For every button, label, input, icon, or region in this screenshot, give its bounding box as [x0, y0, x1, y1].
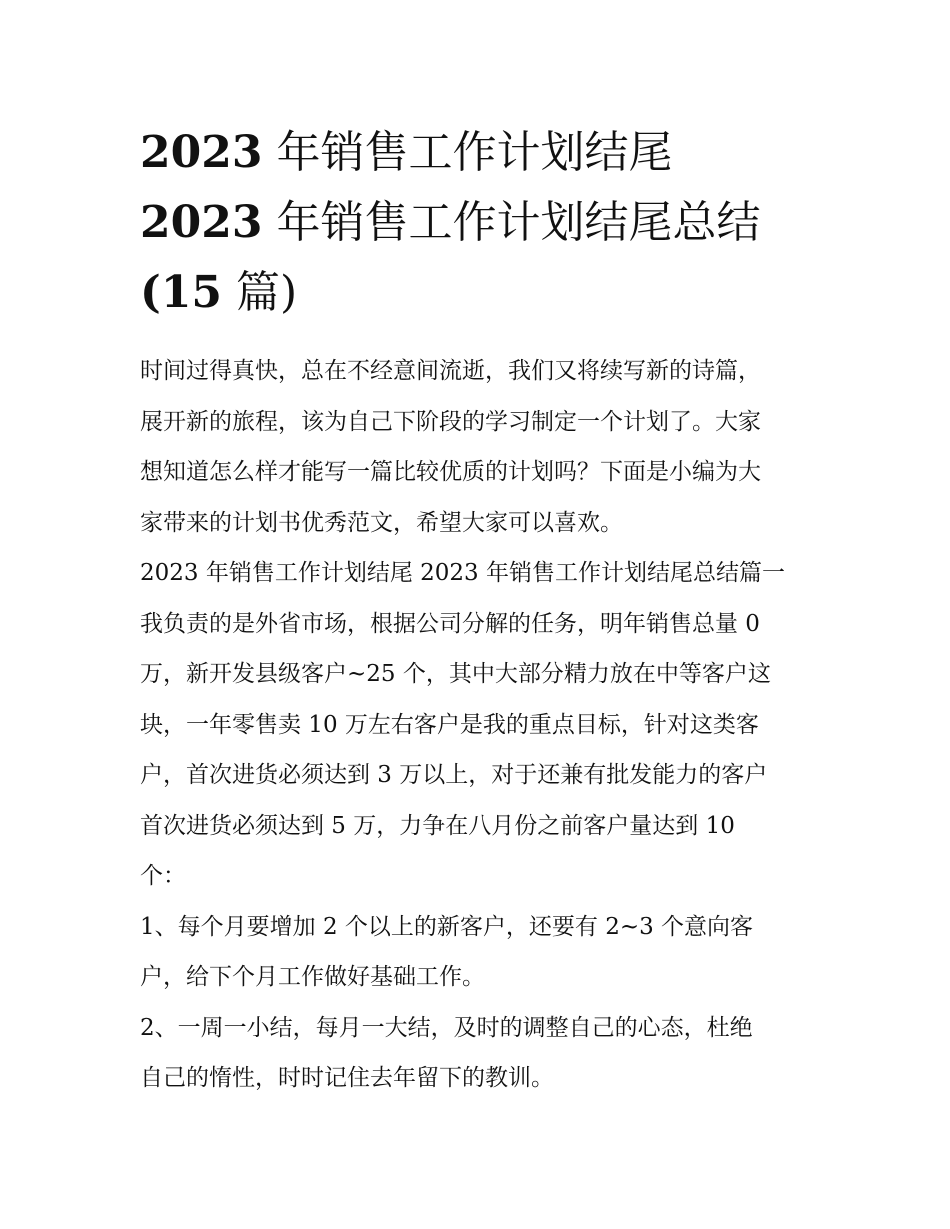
- text-line: 2、一周一小结，每月一大结，及时的调整自己的心态，杜绝: [140, 1014, 753, 1041]
- text-line: 户，给下个月工作做好基础工作。: [140, 964, 485, 990]
- title-line-3: (15 篇): [140, 267, 298, 318]
- text-line: 展开新的旅程，该为自己下阶段的学习制定一个计划了。大家: [140, 408, 761, 435]
- text-line: 家带来的计划书优秀范文，希望大家可以喜欢。: [140, 509, 623, 536]
- title-line-2: 2023 年销售工作计划结尾总结: [140, 197, 761, 248]
- text-line: 个：: [140, 863, 186, 889]
- document-page: [140, 118, 820, 1104]
- text-line: 万，新开发县级客户~25 个，其中大部分精力放在中等客户这: [140, 661, 771, 687]
- text-line: 时间过得真快，总在不经意间流逝，我们又将续写新的诗篇，: [140, 358, 761, 384]
- document-title: [140, 118, 820, 328]
- text-line: 块，一年零售卖 10 万左右客户是我的重点目标，针对这类客: [140, 711, 759, 738]
- market-paragraph: [140, 599, 820, 902]
- list-item-2: [140, 1003, 820, 1104]
- text-line: 2023 年销售工作计划结尾 2023 年销售工作计划结尾总结篇一: [140, 560, 785, 586]
- text-line: 我负责的是外省市场，根据公司分解的任务，明年销售总量 0: [140, 610, 760, 637]
- list-item-1: [140, 902, 820, 1003]
- title-line-1: 2023 年销售工作计划结尾: [140, 127, 673, 178]
- intro-paragraph: [140, 346, 820, 548]
- text-line: 想知道怎么样才能写一篇比较优质的计划吗？下面是小编为大: [140, 459, 761, 485]
- text-line: 户，首次进货必须达到 3 万以上，对于还兼有批发能力的客户: [140, 762, 768, 788]
- text-line: 自己的惰性，时时记住去年留下的教训。: [140, 1065, 554, 1091]
- document-body: [140, 346, 820, 1104]
- text-line: 1、每个月要增加 2 个以上的新客户，还要有 2~3 个意向客: [140, 913, 754, 940]
- text-line: 首次进货必须达到 5 万，力争在八月份之前客户量达到 10: [140, 812, 735, 839]
- section-heading: [140, 548, 820, 599]
